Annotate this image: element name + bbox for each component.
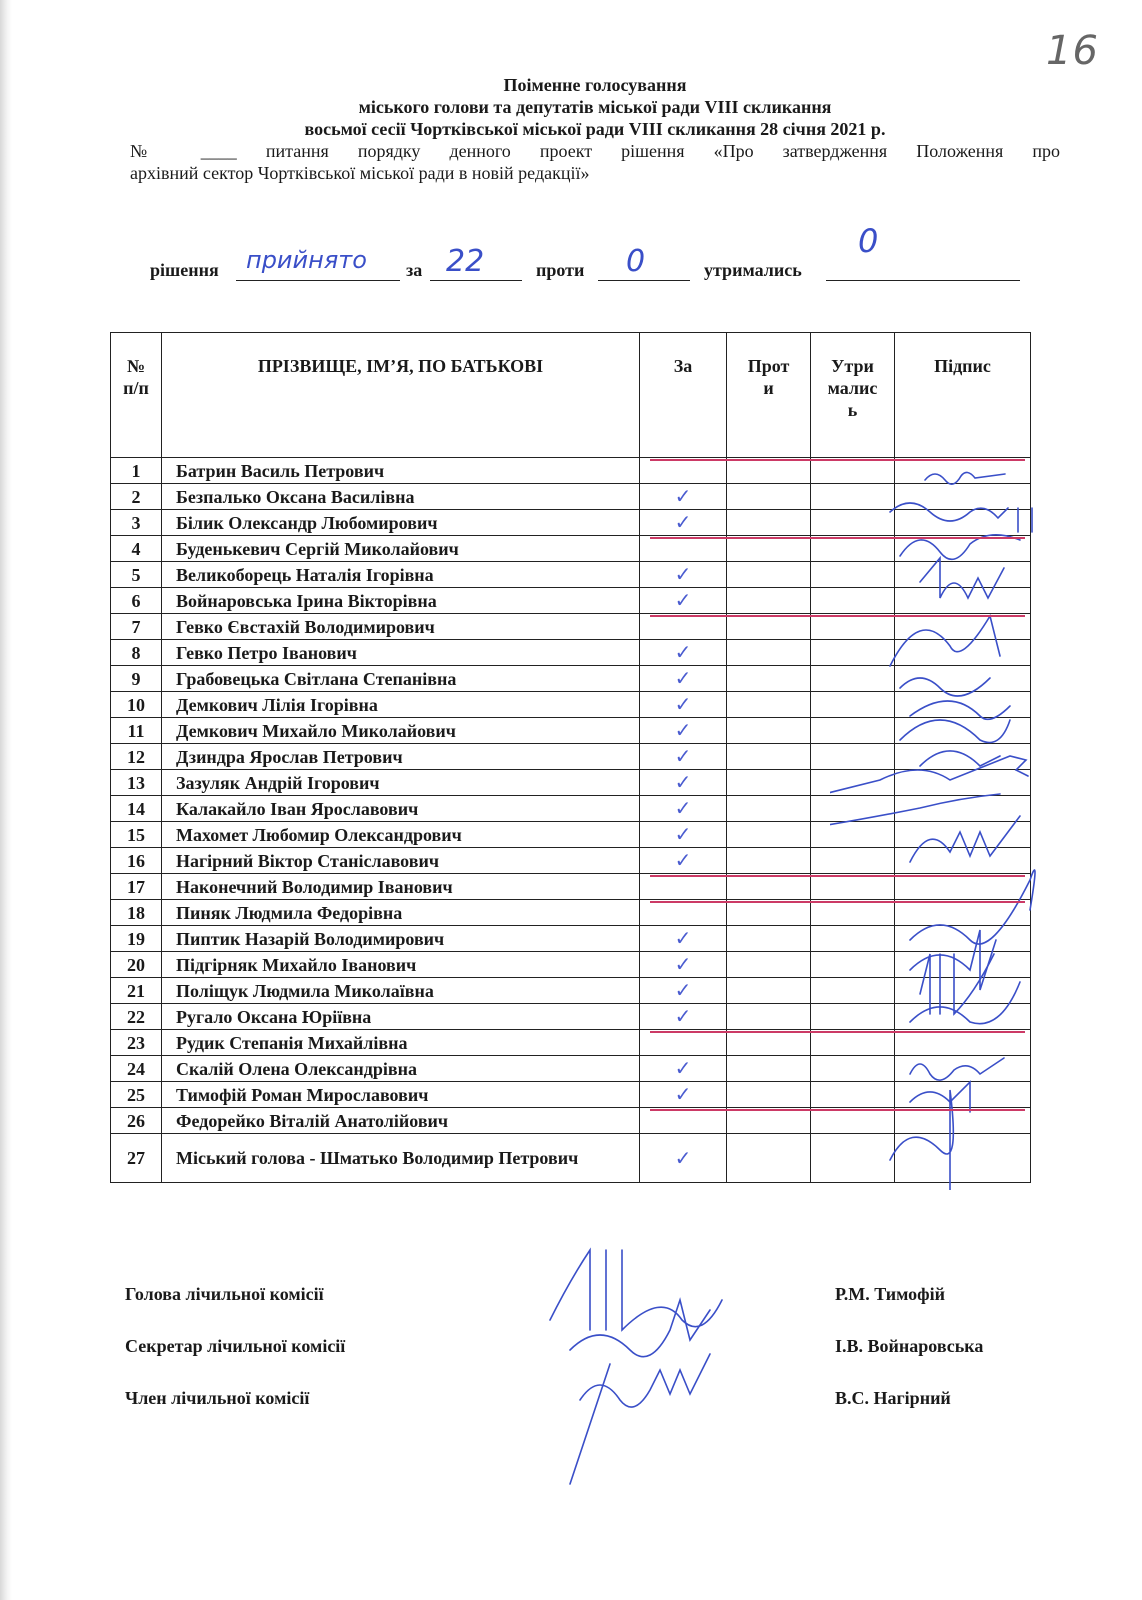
vote-against-cell <box>727 614 811 640</box>
absent-strike-line <box>650 901 1025 903</box>
deputy-name: Нагірний Віктор Станіславович <box>162 848 640 874</box>
committee-person: Р.М. Тимофій <box>835 1284 946 1304</box>
row-number: 21 <box>111 978 162 1004</box>
check-mark-icon: ✓ <box>674 796 692 820</box>
absent-strike-line <box>650 537 1025 539</box>
row-number: 27 <box>111 1134 162 1183</box>
vote-against-cell <box>727 744 811 770</box>
page-number: 16 <box>1046 28 1099 74</box>
abstained-label: утримались <box>704 260 802 280</box>
row-number: 4 <box>111 536 162 562</box>
row-number: 7 <box>111 614 162 640</box>
signature-row-12 <box>900 720 1010 743</box>
scan-edge <box>0 0 12 1600</box>
vote-for-cell <box>640 666 727 692</box>
vote-for-cell <box>640 484 727 510</box>
vote-for-cell <box>640 1082 727 1108</box>
vote-against-cell <box>727 978 811 1004</box>
signature-row-2 <box>925 472 1005 484</box>
decision-value: прийнято <box>246 246 367 274</box>
check-mark-icon: ✓ <box>674 588 692 612</box>
row-number: 18 <box>111 900 162 926</box>
document-header <box>130 74 1060 184</box>
deputy-name: Махомет Любомир Олександрович <box>162 822 640 848</box>
col-header-name: ПРІЗВИЩЕ, ІМ’Я, ПО БАТЬКОВІ <box>162 333 640 458</box>
col-header-abstained: Утри малис ь <box>811 333 895 458</box>
signature-row-16 <box>910 816 1020 862</box>
committee-signatures <box>540 1240 780 1500</box>
absent-strike-line <box>650 1031 1025 1033</box>
vote-against-cell <box>727 484 811 510</box>
vote-for-cell <box>640 770 727 796</box>
vote-against-cell <box>727 562 811 588</box>
vote-against-cell <box>727 1082 811 1108</box>
absent-strike-line <box>650 459 1025 461</box>
vote-against-cell <box>727 536 811 562</box>
deputy-name: Міський голова - Шматько Володимир Петрович <box>162 1134 640 1183</box>
committee-role: Член лічильної комісії <box>125 1388 310 1408</box>
vote-for-cell <box>640 536 727 562</box>
deputy-name: Войнаровська Ірина Вікторівна <box>162 588 640 614</box>
vote-for-cell <box>640 848 727 874</box>
row-number: 5 <box>111 562 162 588</box>
deputy-name: Дзиндра Ярослав Петрович <box>162 744 640 770</box>
check-mark-icon: ✓ <box>674 692 692 716</box>
check-mark-icon: ✓ <box>674 848 692 872</box>
col-header-signature: Підпис <box>895 333 1031 458</box>
vote-against-cell <box>727 588 811 614</box>
vote-for-cell <box>640 1004 727 1030</box>
deputy-name: Тимофій Роман Мирославович <box>162 1082 640 1108</box>
row-number: 20 <box>111 952 162 978</box>
vote-for-cell <box>640 588 727 614</box>
for-label: за <box>406 260 423 280</box>
check-mark-icon: ✓ <box>674 484 692 508</box>
deputy-name: Гевко Євстахій Володимирович <box>162 614 640 640</box>
row-number: 9 <box>111 666 162 692</box>
vote-for-cell <box>640 744 727 770</box>
check-mark-icon: ✓ <box>674 926 692 950</box>
deputy-name: Гевко Петро Іванович <box>162 640 640 666</box>
signature-row-5 <box>900 535 1020 560</box>
deputy-name: Грабовецька Світлана Степанівна <box>162 666 640 692</box>
signature-row-24 <box>910 1058 1004 1080</box>
abstained-fill-line <box>826 280 1020 281</box>
vote-for-cell <box>640 926 727 952</box>
check-mark-icon: ✓ <box>674 640 692 664</box>
signature-row-27 <box>890 1090 970 1190</box>
col-header-num: № п/п <box>111 333 162 458</box>
deputy-name: Зазуляк Андрій Ігорович <box>162 770 640 796</box>
deputy-name: Поліщук Людмила Миколаївна <box>162 978 640 1004</box>
row-number: 12 <box>111 744 162 770</box>
absent-strike-line <box>650 1109 1025 1111</box>
vote-for-cell <box>640 718 727 744</box>
deputy-name: Скалій Олена Олександрівна <box>162 1056 640 1082</box>
deputy-name: Буденькевич Сергій Миколайович <box>162 536 640 562</box>
abstained-value: 0 <box>858 222 879 260</box>
deputy-name: Підгірняк Михайло Іванович <box>162 952 640 978</box>
vote-for-cell <box>640 1108 727 1134</box>
for-value: 22 <box>446 244 485 279</box>
col-header-against: Прот и <box>727 333 811 458</box>
vote-for-cell <box>640 458 727 484</box>
vote-for-cell <box>640 900 727 926</box>
check-mark-icon: ✓ <box>674 562 692 586</box>
row-number: 13 <box>111 770 162 796</box>
vote-against-cell <box>727 926 811 952</box>
decision-line <box>150 222 1050 284</box>
row-number: 10 <box>111 692 162 718</box>
deputy-name: Батрин Василь Петрович <box>162 458 640 484</box>
signature-row-25 <box>910 1082 970 1112</box>
row-number: 17 <box>111 874 162 900</box>
signature-row-19 <box>910 870 1035 944</box>
vote-against-cell <box>727 874 811 900</box>
vote-for-cell <box>640 1030 727 1056</box>
signature-row-11 <box>910 701 1010 719</box>
committee-role: Голова лічильної комісії <box>125 1284 324 1304</box>
against-label: проти <box>536 260 585 280</box>
check-mark-icon: ✓ <box>674 1056 692 1080</box>
check-mark-icon: ✓ <box>674 770 692 794</box>
row-number: 14 <box>111 796 162 822</box>
vote-for-cell <box>640 640 727 666</box>
signature-row-13 <box>920 751 1000 766</box>
vote-against-cell <box>727 510 811 536</box>
vote-against-cell <box>727 1030 811 1056</box>
vote-for-cell <box>640 822 727 848</box>
vote-for-cell <box>640 562 727 588</box>
deputy-name: Безпалько Оксана Василівна <box>162 484 640 510</box>
committee-row <box>125 1388 1055 1414</box>
issue-line-1: № ____ питання порядку денного проект рішення «Про затвердження Положення про <box>130 141 1060 161</box>
committee-person: В.С. Нагірний <box>835 1388 951 1408</box>
vote-against-cell <box>727 718 811 744</box>
signature-row-9 <box>890 616 1000 666</box>
row-number: 25 <box>111 1082 162 1108</box>
title-line-3: восьмої сесії Чортківської міської ради VIII скликання 28 січня 2021 р. <box>304 119 886 139</box>
absent-strike-line <box>650 875 1025 877</box>
vote-for-cell <box>640 874 727 900</box>
against-value: 0 <box>626 244 646 279</box>
signature-row-22 <box>910 982 1020 1024</box>
row-number: 24 <box>111 1056 162 1082</box>
vote-for-cell <box>640 510 727 536</box>
vote-for-cell <box>640 1134 727 1183</box>
vote-against-cell <box>727 640 811 666</box>
deputy-name: Великоборець Наталія Ігорівна <box>162 562 640 588</box>
vote-against-cell <box>727 666 811 692</box>
row-number: 22 <box>111 1004 162 1030</box>
vote-against-cell <box>727 822 811 848</box>
vote-for-cell <box>640 614 727 640</box>
deputy-name: Калакайло Іван Ярославович <box>162 796 640 822</box>
deputy-name: Білик Олександр Любомирович <box>162 510 640 536</box>
row-number: 3 <box>111 510 162 536</box>
issue-line-2: архівний сектор Чортківської міської ради в новій редакції» <box>130 163 590 183</box>
vote-against-cell <box>727 848 811 874</box>
deputy-name: Ругало Оксана Юріївна <box>162 1004 640 1030</box>
for-fill-line <box>430 280 522 281</box>
vote-for-cell <box>640 978 727 1004</box>
signatures-column <box>830 470 1060 1190</box>
vote-against-cell <box>727 1056 811 1082</box>
deputy-name: Федорейко Віталій Анатолійович <box>162 1108 640 1134</box>
committee-row <box>125 1284 1055 1310</box>
vote-against-cell <box>727 1134 811 1183</box>
row-number: 8 <box>111 640 162 666</box>
table-header-row <box>111 333 1031 458</box>
committee-role: Секретар лічильної комісії <box>125 1336 346 1356</box>
check-mark-icon: ✓ <box>674 822 692 846</box>
deputy-name: Демкович Лілія Ігорівна <box>162 692 640 718</box>
check-mark-icon: ✓ <box>674 1004 692 1028</box>
row-number: 2 <box>111 484 162 510</box>
deputy-name: Рудик Степанія Михайлівна <box>162 1030 640 1056</box>
absent-strike-line <box>650 615 1025 617</box>
check-mark-icon: ✓ <box>674 666 692 690</box>
vote-for-cell <box>640 796 727 822</box>
signature-row-15 <box>830 794 1000 828</box>
vote-for-cell <box>640 952 727 978</box>
signature-row-10 <box>900 678 990 696</box>
vote-against-cell <box>727 458 811 484</box>
check-mark-icon: ✓ <box>674 978 692 1002</box>
signature-member <box>570 1354 710 1484</box>
vote-against-cell <box>727 952 811 978</box>
row-number: 6 <box>111 588 162 614</box>
vote-for-cell <box>640 1056 727 1082</box>
signature-row-3 <box>890 503 1032 532</box>
check-mark-icon: ✓ <box>674 1082 692 1106</box>
signature-row-6 <box>920 558 1004 598</box>
vote-against-cell <box>727 796 811 822</box>
signature-row-21 <box>920 954 994 1014</box>
vote-against-cell <box>727 900 811 926</box>
check-mark-icon: ✓ <box>674 744 692 768</box>
row-number: 19 <box>111 926 162 952</box>
deputy-name: Пиптик Назарій Володимирович <box>162 926 640 952</box>
committee-person: І.В. Войнаровська <box>835 1336 984 1356</box>
decision-fill-line <box>236 280 400 281</box>
row-number: 15 <box>111 822 162 848</box>
deputy-name: Пиняк Людмила Федорівна <box>162 900 640 926</box>
row-number: 11 <box>111 718 162 744</box>
vote-against-cell <box>727 1108 811 1134</box>
row-number: 23 <box>111 1030 162 1056</box>
row-number: 1 <box>111 458 162 484</box>
deputy-name: Демкович Михайло Миколайович <box>162 718 640 744</box>
check-mark-icon: ✓ <box>674 952 692 976</box>
title-line-1: Поіменне голосування <box>503 75 687 95</box>
col-header-for: За <box>640 333 727 458</box>
check-mark-icon: ✓ <box>674 510 692 534</box>
row-number: 16 <box>111 848 162 874</box>
deputy-name: Наконечний Володимир Іванович <box>162 874 640 900</box>
row-number: 26 <box>111 1108 162 1134</box>
vote-against-cell <box>727 770 811 796</box>
vote-for-cell <box>640 692 727 718</box>
check-mark-icon: ✓ <box>674 1145 692 1170</box>
decision-label: рішення <box>150 260 219 280</box>
vote-against-cell <box>727 1004 811 1030</box>
title-line-2: міського голови та депутатів міської ради VIII скликання <box>358 97 832 117</box>
check-mark-icon: ✓ <box>674 718 692 742</box>
against-fill-line <box>598 280 690 281</box>
vote-against-cell <box>727 692 811 718</box>
committee-row <box>125 1336 1055 1362</box>
